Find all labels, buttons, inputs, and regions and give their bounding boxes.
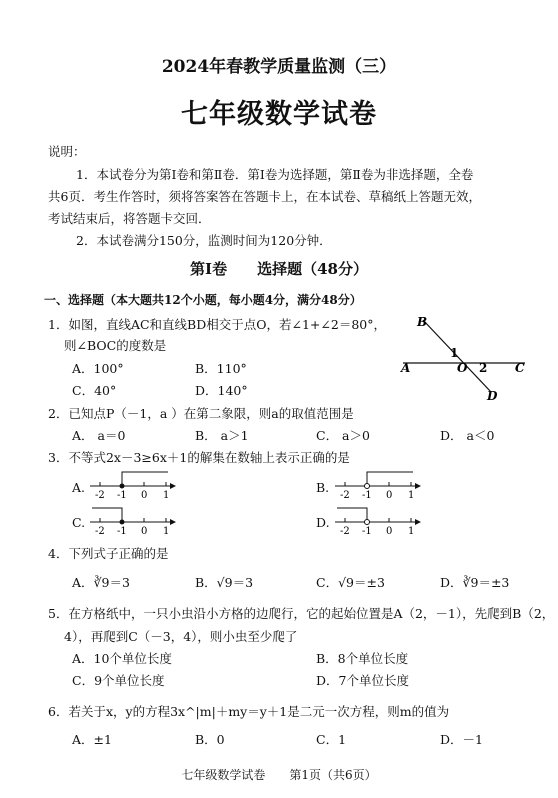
q1-option-d: D．140°	[195, 383, 248, 398]
q3-numberline-b	[333, 466, 423, 500]
tick-label: 0	[386, 490, 393, 500]
q6-option-a: A．±1	[72, 732, 112, 747]
q2-stem: 2．已知点P（－1，a ）在第二象限，则a的取值范围是	[48, 406, 354, 421]
q3-numberline-c	[88, 502, 178, 536]
q1-option-b: B．110°	[195, 361, 247, 376]
q5-option-b: B．8个单位长度	[316, 651, 409, 666]
q3-option-a-label: A.	[72, 480, 86, 495]
q1-option-c: C．40°	[72, 383, 117, 398]
tick-label: 0	[386, 526, 393, 536]
q5-stem-line2: 4），再爬到C（－3，4），则小虫至少爬了	[64, 629, 298, 644]
tick-label: -2	[95, 490, 105, 500]
tick-label: 1	[408, 526, 415, 536]
q1-option-a: A．100°	[72, 361, 124, 376]
q1-figure	[395, 310, 530, 405]
exam-name: 2024年春教学质量监测（三）	[161, 57, 397, 77]
q6-option-b: B．0	[195, 732, 225, 747]
q4-option-b: B．√9＝3	[195, 575, 254, 590]
q4-option-a: A．∛9＝3	[72, 575, 130, 590]
label-o: O	[457, 361, 468, 375]
q6-option-d: D．－1	[440, 732, 483, 747]
q3-option-b-label: B.	[316, 480, 330, 495]
tick-label: 0	[141, 490, 148, 500]
q4-stem: 4．下列式子正确的是	[48, 546, 169, 561]
q2-option-c: C． a＞0	[316, 428, 370, 443]
q3-option-d-label: D.	[316, 515, 330, 530]
paper-title: 七年级数学试卷	[181, 99, 377, 130]
instructions-item1-line1: 1．本试卷分为第Ⅰ卷和第Ⅱ卷．第Ⅰ卷为选择题，第Ⅱ卷为非选择题，全卷	[76, 167, 474, 182]
instructions-item1-line3: 考试结束后，将答题卡交回．	[48, 211, 211, 226]
q1-stem-line1: 1．如图，直线AC和直线BD相交于点O，若∠1+∠2＝80°，	[48, 317, 386, 332]
label-d: D	[487, 389, 498, 403]
q5-option-c: C．9个单位长度	[72, 673, 165, 688]
q3-numberline-d	[333, 502, 423, 536]
q2-option-a: A． a＝0	[72, 428, 126, 443]
tick-label: -2	[340, 490, 350, 500]
q3-numberline-a	[88, 466, 178, 500]
q4-option-d: D．∛9＝±3	[440, 575, 510, 590]
tick-label: -1	[117, 490, 127, 500]
tick-label: 1	[163, 490, 170, 500]
instructions-heading: 说明：	[48, 144, 86, 159]
tick-label: 0	[141, 526, 148, 536]
tick-label: -1	[362, 490, 372, 500]
q2-option-d: D． a＜0	[440, 428, 495, 443]
label-b: B	[417, 315, 428, 329]
tick-label: 1	[408, 490, 415, 500]
part-heading: 一、选择题（本大题共12个小题，每小题4分，满分48分）	[44, 293, 362, 307]
q3-stem: 3．不等式2x－3≥6x＋1的解集在数轴上表示正确的是	[48, 450, 350, 465]
q6-stem: 6．若关于x，y的方程3x^|m|＋my＝y＋1是二元一次方程，则m的值为	[48, 704, 450, 719]
q1-stem-line2: 则∠BOC的度数是	[64, 338, 167, 353]
q3-option-c-label: C.	[72, 515, 86, 530]
q5-option-d: D．7个单位长度	[316, 673, 409, 688]
tick-label: -2	[340, 526, 350, 536]
q5-stem-line1: 5．在方格纸中，一只小虫沿小方格的边爬行，它的起始位置是A（2，－1），先爬到B（2，	[48, 606, 555, 621]
label-angle-2: 2	[479, 361, 488, 375]
instructions-item1-line2: 共6页．考生作答时，须将答案答在答题卡上，在本试卷、草稿纸上答题无效，	[48, 189, 481, 204]
tick-label: 1	[163, 526, 170, 536]
section-title: 第Ⅰ卷 选择题（48分）	[190, 260, 368, 278]
q4-option-c: C．√9＝±3	[316, 575, 385, 590]
q2-option-b: B． a＞1	[195, 428, 249, 443]
tick-label: -1	[117, 526, 127, 536]
label-a: A	[401, 361, 411, 375]
tick-label: -1	[362, 526, 372, 536]
instructions-item2: 2．本试卷满分150分，监测时间为120分钟．	[76, 233, 332, 248]
q5-option-a: A．10个单位长度	[72, 651, 172, 666]
q6-option-c: C．1	[316, 732, 347, 747]
tick-label: -2	[95, 526, 105, 536]
label-c: C	[515, 361, 525, 375]
page-footer: 七年级数学试卷 第1页（共6页）	[181, 768, 377, 782]
label-angle-1: 1	[450, 346, 459, 360]
